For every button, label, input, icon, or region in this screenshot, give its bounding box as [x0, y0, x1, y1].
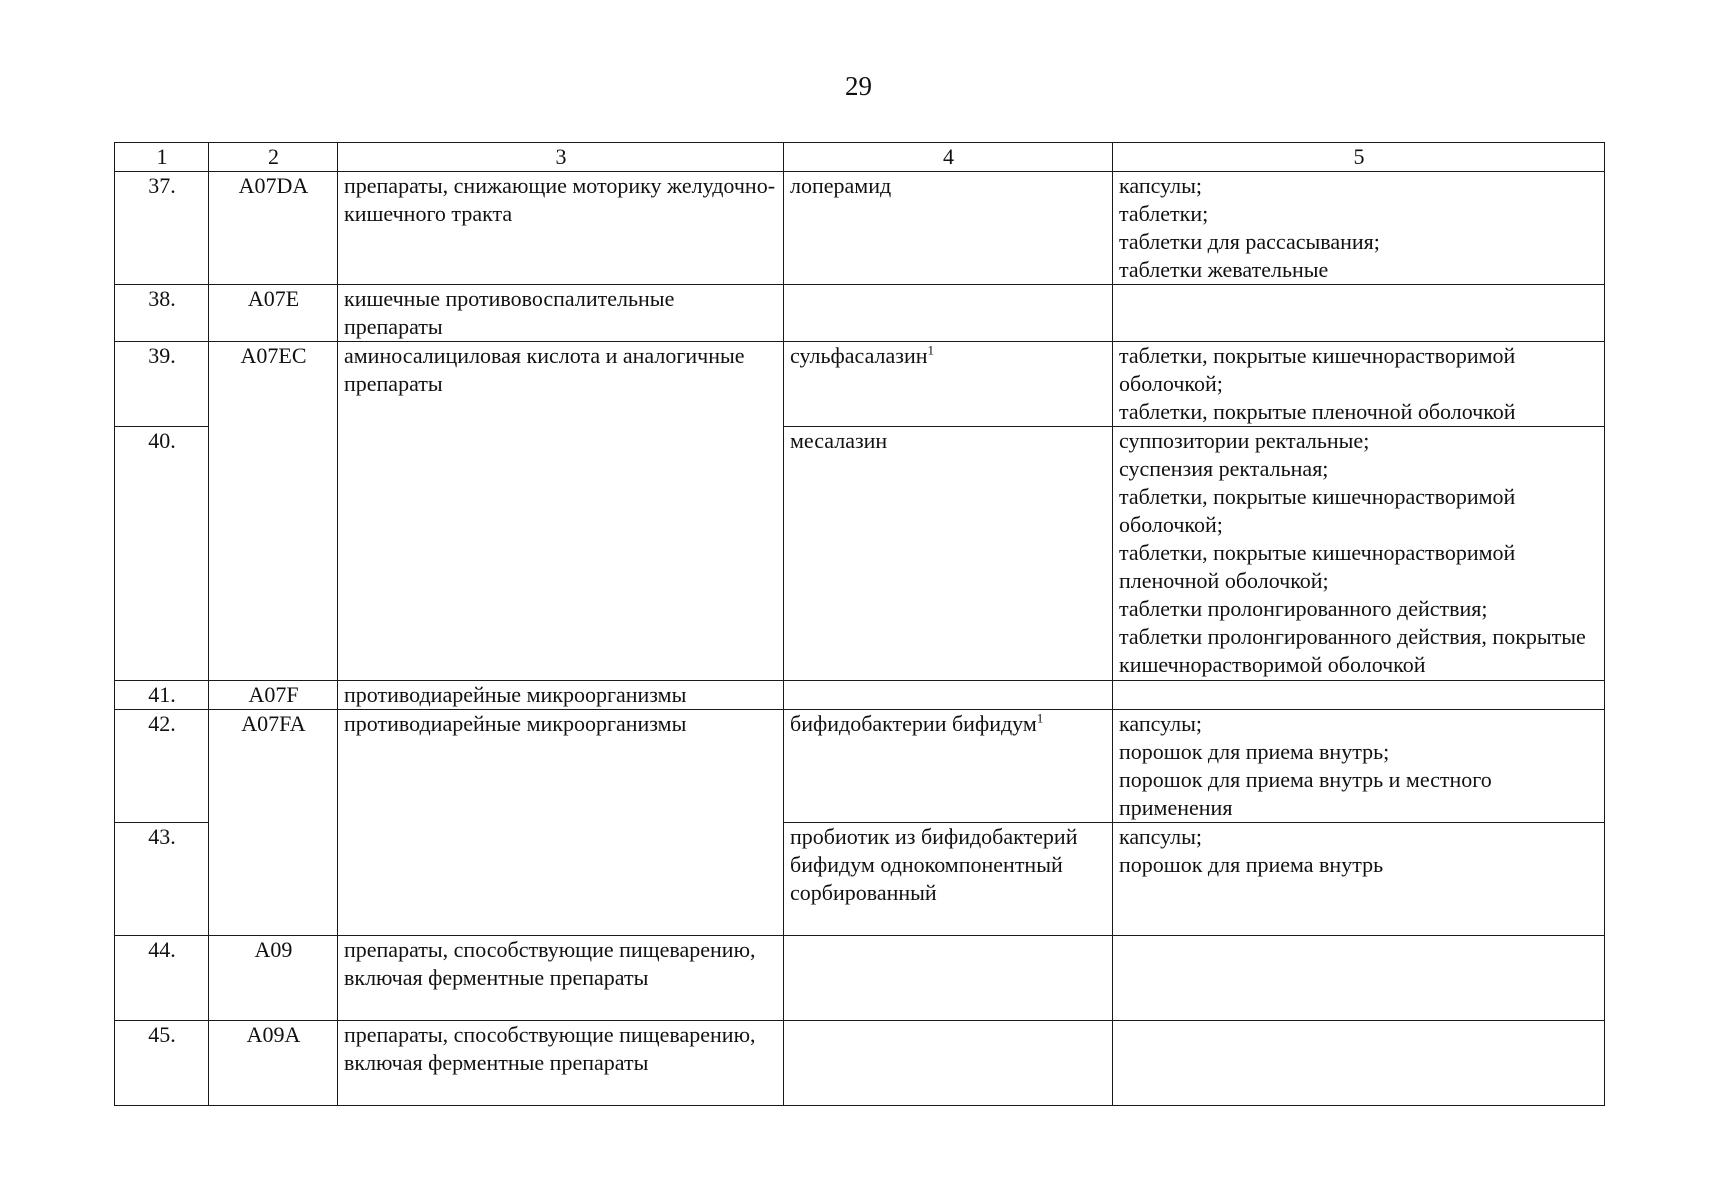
dosage-form: суспензия ректальная;: [1119, 456, 1329, 481]
atc-code: A07DA: [209, 172, 338, 285]
atc-code: A09A: [209, 1021, 338, 1106]
table-header-row: [115, 143, 1605, 172]
pharmacological-group: противодиарейные микроорганизмы: [338, 710, 784, 936]
row-number: 41.: [115, 681, 209, 710]
dosage-form: таблетки, покрытые кишечнорастворимой оболочкой;: [1119, 484, 1516, 537]
row-number: 43.: [115, 823, 209, 936]
drug-name: [784, 710, 1113, 823]
table-row: [115, 172, 1605, 285]
drug-table: [114, 142, 1605, 1106]
column-header: 5: [1113, 143, 1605, 172]
atc-code: A07E: [209, 285, 338, 342]
dosage-form: таблетки для рассасывания;: [1119, 229, 1380, 254]
dosage-forms: [1113, 681, 1605, 710]
table-row: [115, 1021, 1605, 1106]
drug-name: [784, 285, 1113, 342]
drug-name: месалазин: [784, 427, 1113, 681]
row-number: 44.: [115, 936, 209, 1021]
pharmacological-group: аминосалициловая кислота и аналогичные препараты: [338, 342, 784, 681]
atc-code: A07EC: [209, 342, 338, 681]
table-row: [115, 681, 1605, 710]
row-number: 39.: [115, 342, 209, 427]
row-number: 37.: [115, 172, 209, 285]
drug-name: [784, 681, 1113, 710]
pharmacological-group: препараты, снижающие моторику желудочно-кишечного тракта: [338, 172, 784, 285]
column-header: 1: [115, 143, 209, 172]
atc-code: A07F: [209, 681, 338, 710]
dosage-form: таблетки жевательные: [1119, 257, 1329, 282]
dosage-form: таблетки пролонгированного действия;: [1119, 596, 1488, 621]
dosage-form: капсулы;: [1119, 173, 1202, 198]
column-header: 4: [784, 143, 1113, 172]
drug-name: лоперамид: [784, 172, 1113, 285]
dosage-forms: [1113, 285, 1605, 342]
footnote-mark: 1: [927, 342, 935, 358]
drug-name: [784, 1021, 1113, 1106]
dosage-forms: [1113, 823, 1605, 936]
dosage-forms: [1113, 172, 1605, 285]
dosage-forms: [1113, 1021, 1605, 1106]
dosage-forms: [1113, 427, 1605, 681]
drug-name: [784, 936, 1113, 1021]
table-row: [115, 342, 1605, 427]
row-number: 42.: [115, 710, 209, 823]
table-row: [115, 936, 1605, 1021]
dosage-form: таблетки, покрытые пленочной оболочкой: [1119, 399, 1516, 424]
dosage-form: порошок для приема внутрь и местного применения: [1119, 767, 1492, 820]
dosage-form: таблетки, покрытые кишечнорастворимой оболочкой;: [1119, 343, 1516, 396]
page-number: 29: [845, 71, 872, 101]
dosage-form: таблетки, покрытые кишечнорастворимой пленочной оболочкой;: [1119, 540, 1516, 593]
drug-name: [784, 342, 1113, 427]
drug-name-text: бифидобактерии бифидум: [790, 711, 1037, 736]
pharmacological-group: кишечные противовоспалительные препараты: [338, 285, 784, 342]
footnote-mark: 1: [1036, 710, 1044, 726]
dosage-form: порошок для приема внутрь: [1119, 852, 1384, 877]
table-row: [115, 285, 1605, 342]
column-header: 3: [338, 143, 784, 172]
pharmacological-group: препараты, способствующие пищеварению, включая ферментные препараты: [338, 936, 784, 1021]
pharmacological-group: противодиарейные микроорганизмы: [338, 681, 784, 710]
dosage-form: суппозитории ректальные;: [1119, 428, 1370, 453]
drug-name: пробиотик из бифидобактерий бифидум однокомпонентный сорбированный: [784, 823, 1113, 936]
row-number: 38.: [115, 285, 209, 342]
atc-code: A09: [209, 936, 338, 1021]
pharmacological-group: препараты, способствующие пищеварению, включая ферментные препараты: [338, 1021, 784, 1106]
dosage-forms: [1113, 342, 1605, 427]
column-header: 2: [209, 143, 338, 172]
drug-name-text: сульфасалазин: [790, 343, 928, 368]
atc-code: A07FA: [209, 710, 338, 936]
dosage-form: таблетки;: [1119, 201, 1209, 226]
dosage-form: таблетки пролонгированного действия, покрытые кишечнорастворимой оболочкой: [1119, 624, 1586, 677]
dosage-form: капсулы;: [1119, 711, 1202, 736]
dosage-form: капсулы;: [1119, 824, 1202, 849]
row-number: 40.: [115, 427, 209, 681]
dosage-forms: [1113, 936, 1605, 1021]
dosage-forms: [1113, 710, 1605, 823]
row-number: 45.: [115, 1021, 209, 1106]
table-row: [115, 710, 1605, 823]
dosage-form: порошок для приема внутрь;: [1119, 739, 1390, 764]
